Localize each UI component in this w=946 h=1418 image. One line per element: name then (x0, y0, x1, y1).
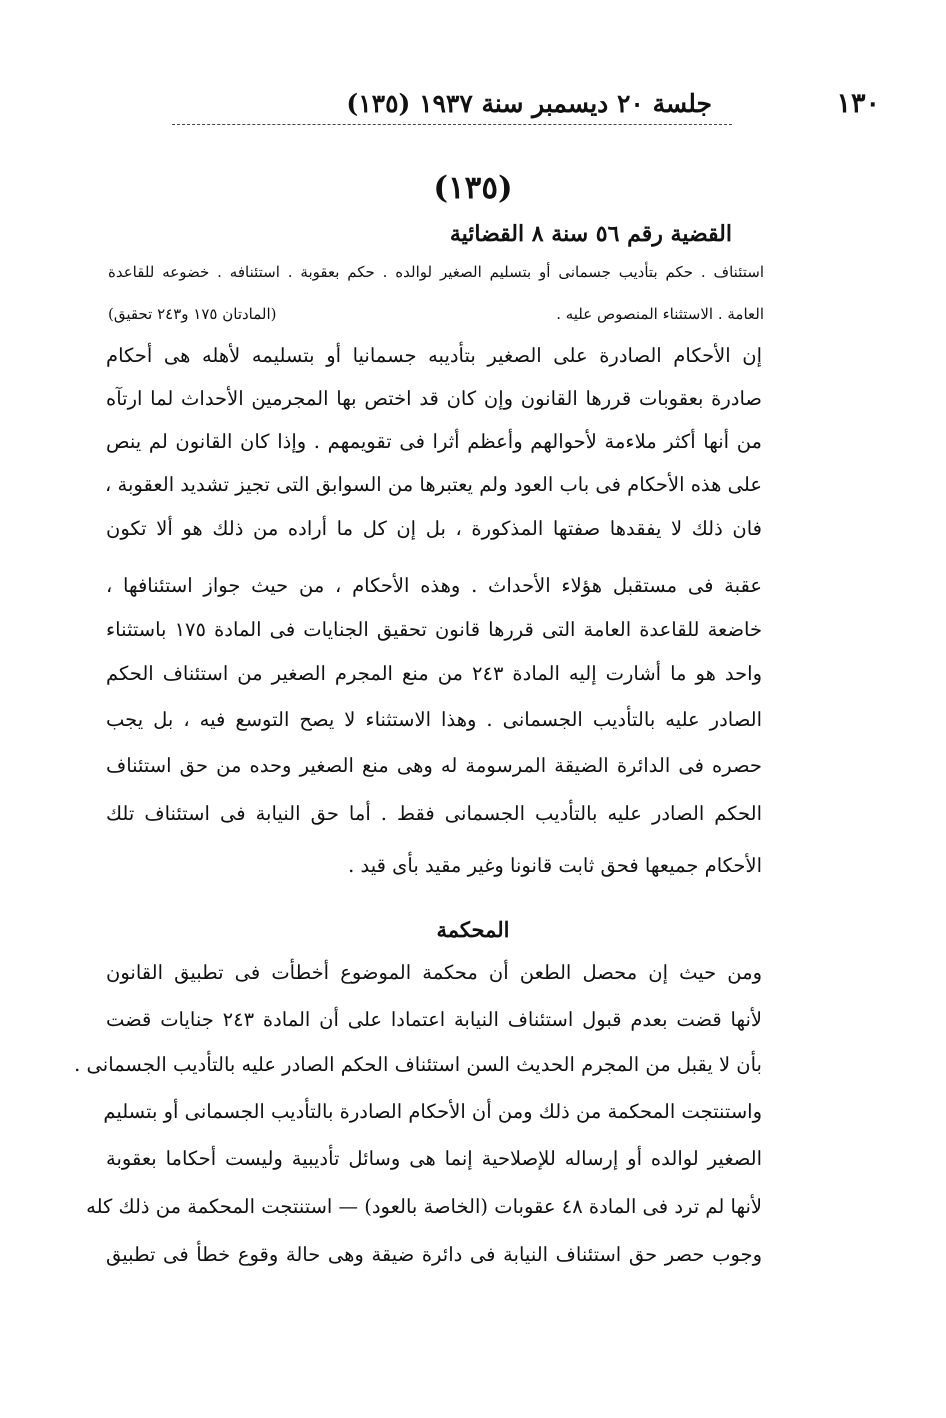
court-line: واستنتجت المحكمة من ذلك ومن أن الأحكام الصادرة بالتأديب الجسمانى أو بتسليم (103, 1100, 762, 1123)
summary-line-1: استئناف . حكم بتأديب جسمانى أو بتسليم الصغير لوالده . حكم بعقوبة . استئنافه . خضوعه للقاعدة (108, 263, 764, 281)
body-line: خاضعة للقاعدة العامة التى قررها قانون تحقيق الجنايات فى المادة ١٧٥ باستثناء (106, 618, 762, 641)
body-line: واحد هو ما أشارت إليه المادة ٢٤٣ من منع المجرم الصغير من استئناف الحكم (106, 662, 762, 685)
summary-articles-reference: (المادتان ١٧٥ و٢٤٣ تحقيق) (108, 305, 277, 323)
case-number: (١٣٥) (433, 170, 513, 206)
summary-line-2-text: العامة . الاستثناء المنصوص عليه . (556, 305, 764, 323)
body-line: الصادر عليه بالتأديب الجسمانى . وهذا الاستثناء لا يصح التوسع فيه ، بل يجب (106, 708, 762, 731)
case-title: القضية رقم ٥٦ سنة ٨ القضائية (449, 221, 732, 247)
body-line: من أنها أكثر ملاءمة لأحوالهم وأعظم أثرا فى تقويمهم . وإذا كان القانون لم ينص (106, 430, 762, 453)
body-line: فان ذلك لا يفقدها صفتها المذكورة ، بل إن كل ما أراده من ذلك هو ألا تكون (106, 517, 762, 540)
body-line: صادرة بعقوبات قررها القانون وإن كان قد اختص بها المجرمين الأحداث لما ارتآه (106, 387, 762, 410)
court-line: لأنها قضت بعدم قبول استئناف النيابة اعتمادا على أن المادة ٢٤٣ جنايات قضت (106, 1008, 762, 1031)
court-line: بأن لا يقبل من المجرم الحديث السن استئناف الحكم الصادر عليه بالتأديب الجسمانى . (74, 1053, 762, 1076)
page-number: ١٣٠ (836, 88, 880, 119)
court-line: ومن حيث إن محصل الطعن أن محكمة الموضوع أخطأت فى تطبيق القانون (106, 961, 762, 984)
court-heading: المحكمة (436, 917, 510, 942)
body-line: الحكم الصادر عليه بالتأديب الجسمانى فقط . أما حق النيابة فى استئناف تلك (106, 802, 762, 825)
court-line: وجوب حصر حق استئناف النيابة فى دائرة ضيقة وهى حالة وقوع خطأ فى تطبيق (106, 1243, 762, 1266)
running-title: جلسة ٢٠ ديسمبر سنة ١٩٣٧ (١٣٥) (346, 89, 712, 118)
page-header (110, 84, 880, 124)
header-rule (172, 124, 732, 125)
body-line: الأحكام جميعها فحق ثابت قانونا وغير مقيد بأى قيد . (348, 854, 762, 877)
body-line: عقبة فى مستقبل هؤلاء الأحداث . وهذه الأحكام ، من حيث جواز استئنافها ، (106, 574, 762, 597)
body-line: حصره فى الدائرة الضيقة المرسومة له وهى منع الصغير وحده من حق استئناف (106, 754, 762, 777)
court-line: الصغير لوالده أو إرساله للإصلاحية إنما هى وسائل تأديبية وليست أحكاما بعقوبة (106, 1147, 762, 1170)
body-line: إن الأحكام الصادرة على الصغير بتأديبه جسمانيا أو بتسليمه لأهله هى أحكام (106, 344, 762, 367)
court-line: لأنها لم ترد فى المادة ٤٨ عقوبات (الخاصة بالعود) — استنتجت المحكمة من ذلك كله (86, 1195, 762, 1218)
body-line: على هذه الأحكام فى باب العود ولم يعتبرها من السوابق التى تجيز تشديد العقوبة ، (105, 473, 762, 496)
